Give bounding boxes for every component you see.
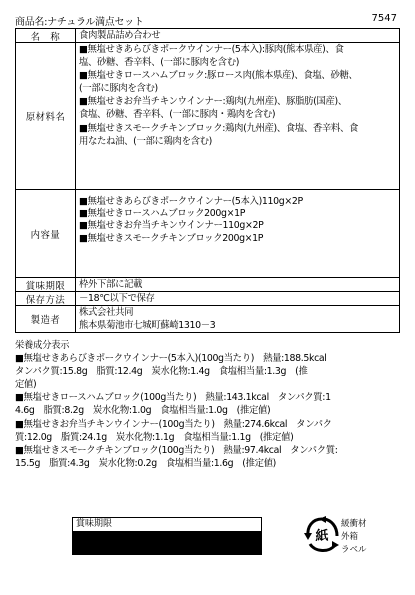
row-storage — [16, 292, 399, 306]
content-line: ■無塩せきスモークチキンブロック200g×1P — [79, 232, 264, 244]
recycle-labels — [341, 518, 367, 557]
row-contents — [16, 190, 399, 278]
storage-label: 保存方法 — [16, 292, 76, 305]
expiry-value: 枠外下部に記載 — [79, 279, 143, 290]
nutrition-section — [15, 339, 400, 470]
nutrition-line: 15.5g 脂質:4.3g 炭水化物:0.2g 食塩相当量:1.6g (推定値) — [15, 457, 276, 469]
maker-label: 製造者 — [16, 306, 76, 332]
ingredient-line: (一部に豚肉を含む) — [79, 83, 158, 95]
name-value: 食肉製品詰め合わせ — [79, 30, 161, 41]
nutrition-line: 定値) — [15, 379, 37, 391]
ingredient-line: ■無塩せきお弁当チキンウインナー:鶏肉(九州産)、豚脂肪(国産)、 — [79, 96, 347, 108]
storage-value: －18℃以下で保存 — [79, 293, 155, 304]
nutrition-line: ■無塩せきロースハムブロック(100g当たり) 熱量:143.1kcal タンパク質:1 — [15, 392, 331, 404]
row-ingredients — [16, 43, 399, 190]
maker-address: 熊本県菊池市七城町蘇崎1310－3 — [79, 320, 216, 332]
recycle-mark-text: 紙 — [315, 529, 329, 544]
content-line: ■無塩せきお弁当チキンウインナー110g×2P — [79, 220, 264, 232]
ingredient-line: 塩、砂糖、香辛料、(一部に豚肉を含む) — [79, 57, 240, 69]
ingredient-line: ■無塩せきロースハムブロック:豚ロース肉(熊本県産)、食塩、砂糖、 — [79, 70, 358, 82]
content-line: ■無塩せきあらびきポークウインナー(5本入)110g×2P — [79, 196, 303, 207]
label-table — [15, 28, 400, 333]
nutrition-line: ■無塩せきお弁当チキンウインナー(100g当たり) 熱量:274.6kcal タンパク — [15, 418, 332, 430]
ingredient-line: ■無塩せきあらびきポークウインナー(5本入):豚肉(熊本県産)、食 — [79, 44, 344, 55]
expiry-date-area — [73, 532, 261, 555]
name-label: 名 称 — [16, 29, 76, 42]
row-expiry — [16, 278, 399, 292]
ingredient-line: 用なたね油、(一部に鶏肉を含む) — [79, 135, 212, 147]
expiry-box — [72, 517, 262, 555]
contents-label: 内容量 — [16, 190, 76, 277]
expiry-box-label: 賞味期限 — [73, 518, 261, 532]
nutrition-title: 栄養成分表示 — [15, 340, 70, 351]
ingredients-label: 原材料名 — [16, 43, 76, 189]
nutrition-line: タンパク質:15.8g 脂質:12.4g 炭水化物:1.4g 食塩相当量:1.3g (推 — [15, 366, 308, 378]
maker-name: 株式会社共同 — [79, 307, 134, 318]
nutrition-line: 質:12.0g 脂質:24.1g 炭水化物:1.1g 食塩相当量:1.1g (推定値) — [15, 431, 294, 443]
row-name — [16, 29, 399, 43]
ingredient-line: 食塩、砂糖、香辛料、(一部に豚肉・鶏肉を含む) — [79, 109, 276, 121]
nutrition-line: ■無塩せきあらびきポークウインナー(5本入)(100g当たり) 熱量:188.5kcal — [15, 353, 327, 365]
recycle-label-label: ラベル — [341, 545, 367, 555]
maker-value — [76, 306, 399, 332]
product-name: 商品名:ナチュラル満点セット — [15, 17, 144, 28]
nutrition-line: ■無塩せきスモークチキンブロック(100g当たり) 熱量:97.4kcal タンパク質: — [15, 444, 338, 456]
paper-recycle-icon — [304, 516, 340, 556]
content-line: ■無塩せきロースハムブロック200g×1P — [79, 208, 246, 220]
product-code: 7547 — [371, 13, 397, 24]
ingredient-line: ■無塩せきスモークチキンブロック:鶏肉(九州産)、食塩、香辛料、食 — [79, 122, 359, 134]
recycle-label-cushion: 緩衝材 — [341, 519, 367, 529]
recycle-label-outer-box: 外箱 — [341, 532, 359, 542]
contents-value — [76, 190, 399, 277]
ingredients-value — [76, 43, 399, 189]
row-maker — [16, 306, 399, 332]
nutrition-line: 4.6g 脂質:8.2g 炭水化物:1.0g 食塩相当量:1.0g (推定値) — [15, 405, 271, 417]
expiry-label: 賞味期限 — [16, 278, 76, 291]
